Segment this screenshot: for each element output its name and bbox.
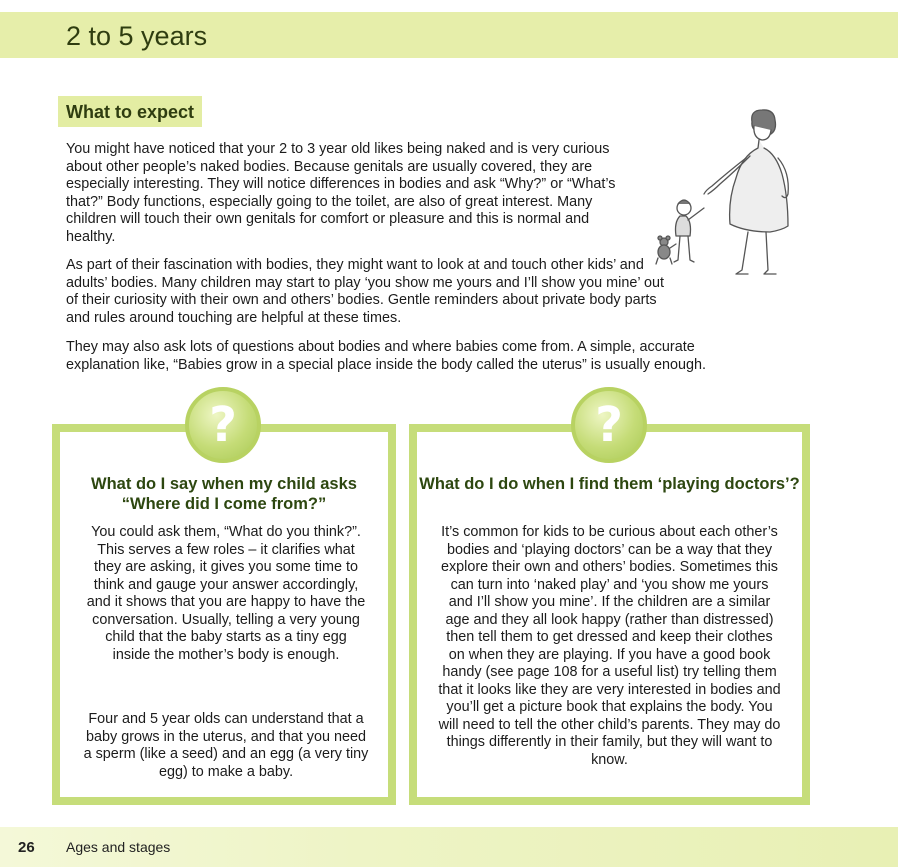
answer-paragraph: Four and 5 year olds can understand that a baby grows in the uterus, and that you need a sperm (like a seed) and an egg (a very tiny egg) to make a baby. — [83, 711, 369, 780]
question-title: What do I say when my child asks “Where did I come from?” — [91, 475, 357, 513]
question-mark-symbol: ? — [595, 397, 623, 453]
question-mark-symbol: ? — [209, 397, 237, 453]
question-box-playing-doctors — [409, 424, 810, 805]
answer-paragraph: You could ask them, “What do you think?”. This serves a few roles – it clarifies what they are asking, it gives you some time to think and gauge your answer accordingly, and it shows that you are happy to have the conversation. Usually, telling a very young child that the baby starts as a tiny egg inside the mother’s body is enough. — [86, 524, 366, 663]
footer-band — [0, 827, 898, 867]
page-title: 2 to 5 years — [66, 21, 208, 51]
question-mark-icon — [571, 387, 647, 463]
question-title: What do I do when I find them ‘playing doctors’? — [419, 475, 800, 493]
question-mark-icon — [185, 387, 261, 463]
intro-paragraph-2: As part of their fascination with bodies, they might want to look at and touch other kids’ and adults’ bodies. Many children may start to play ‘you show me yours and I’ll show you mine’ out of their curiosity with their own and others’ bodies. Gentle reminders about private body parts and rules around touching are helpful at these times. — [66, 257, 665, 326]
intro-paragraph-1: You might have noticed that your 2 to 3 year old likes being naked and is very curious about other people’s naked bodies. Because genitals are usually covered, they are especially interesting. They will notice differences in bodies and ask “Why?” or “What’s that?” Body functions, especially going to the toilet, are also of great interest. Many children will touch their own genitals for comfort or pleasure and this is normal and healthy. — [66, 141, 616, 245]
header-band — [0, 12, 898, 58]
footer-section-name: Ages and stages — [66, 839, 171, 855]
intro-paragraph-3: They may also ask lots of questions about bodies and where babies come from. A simple, accurate explanation like, “Babies grow in a special place inside the body called the uterus” is usually enough. — [66, 339, 706, 373]
page-number: 26 — [18, 839, 35, 856]
mother-child-illustration — [648, 106, 808, 282]
question-box-where-from — [52, 424, 396, 805]
answer-paragraph: It’s common for kids to be curious about each other’s bodies and ‘playing doctors’ can be a way that they explore their own and others’ bodies. Sometimes this can turn into ‘naked play’ and ‘you show me yours and I’ll show you mine’. If the children are a similar age and they all look happy (rather than distressed) then tell them to get dressed and keep their clothes on when they are playing. If you have a good book handy (see page 108 for a useful list) try telling them that it looks like they are very interested in bodies and you’ll get a picture book that explains the body. You will need to tell the other child’s parents. They may do things differently in their family, but they will want to know. — [438, 524, 781, 768]
section-heading: What to expect — [58, 96, 202, 127]
